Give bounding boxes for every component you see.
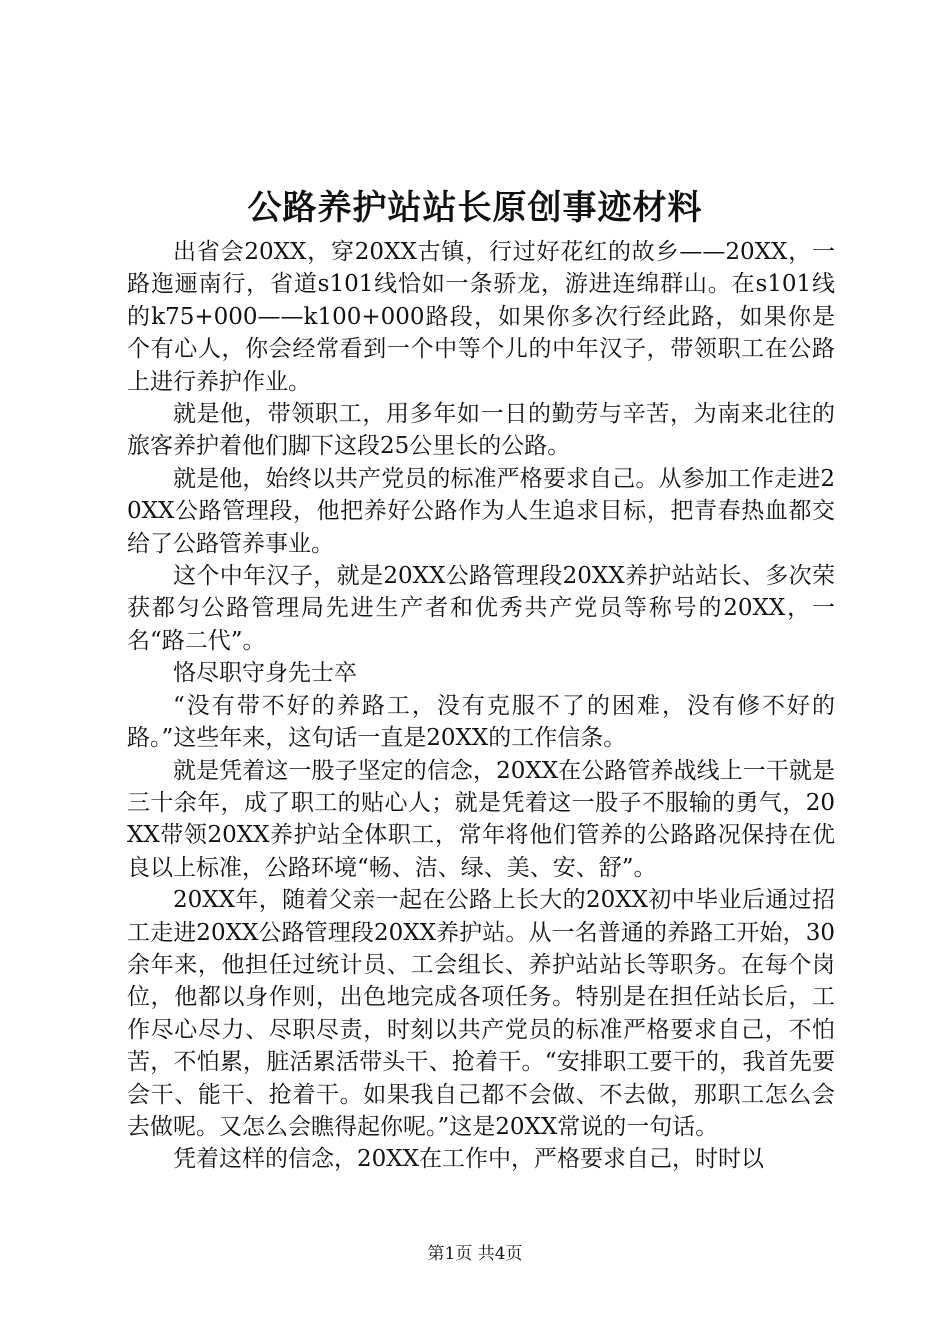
paragraph: 就是他，带领职工，用多年如一日的勤劳与辛苦，为南来北往的旅客养护着他们脚下这段25公里长的公路。 [127,401,835,460]
document-title: 公路养护站站长原创事迹材料 [247,188,703,228]
paragraph: 20XX年，随着父亲一起在公路上长大的20XX初中毕业后通过招工走进20XX公路管理段20XX养护站。从一名普通的养路工开始，30余年来，他担任过统计员、工会组长、养护站站长等职务。在每个岗位，他都以身作则，出色地完成各项任务。特别是在担任站长后，工作尽心尽力、尽职尽责，时刻以共产党员的标准严格要求自己，不怕苦，不怕累，脏活累活带头干、抢着干。“安排职工要干的，我首先要会干、能干、抢着干。如果我自己都不会做、不去做，那职工怎么会去做呢。又怎么会瞧得起你呢。”这是20XX常说的一句话。 [127,887,835,1140]
paragraph: 凭着这样的信念，20XX在工作中，严格要求自己，时时以 [173,1146,765,1173]
paragraph: 就是凭着这一股子坚定的信念，20XX在公路管养战线上一干就是三十余年，成了职工的贴心人；就是凭着这一股子不服输的勇气，20XX带领20XX养护站全体职工，常年将他们管养的公路路况保持在优良以上标准，公路环境“畅、洁、绿、美、安、舒”。 [127,757,835,881]
paragraph: 出省会20XX，穿20XX古镇，行过好花红的故乡——20XX，一路迤逦南行，省道s101线恰如一条骄龙，游进连绵群山。在s101线的k75+000——k100+000路段，如果你多次行经此路，如果你是个有心人，你会经常看到一个中等个儿的中年汉子，带领职工在公路上进行养护作业。 [127,239,835,395]
paragraph: 这个中年汉子，就是20XX公路管理段20XX养护站站长、多次荣获都匀公路管理局先进生产者和优秀共产党员等称号的20XX，一名“路二代”。 [127,563,835,654]
paragraph: 就是他，始终以共产党员的标准严格要求自己。从参加工作走进20XX公路管理段，他把养好公路作为人生追求目标，把青春热血都交给了公路管养事业。 [127,465,835,557]
paragraph: “没有带不好的养路工，没有克服不了的困难，没有修不好的路。”这些年来，这句话一直是20XX的工作信条。 [127,692,835,752]
document-body [127,236,835,1176]
page-footer: 第1页 共4页 [427,1244,523,1264]
section-heading: 恪尽职守身先士卒 [173,660,357,687]
